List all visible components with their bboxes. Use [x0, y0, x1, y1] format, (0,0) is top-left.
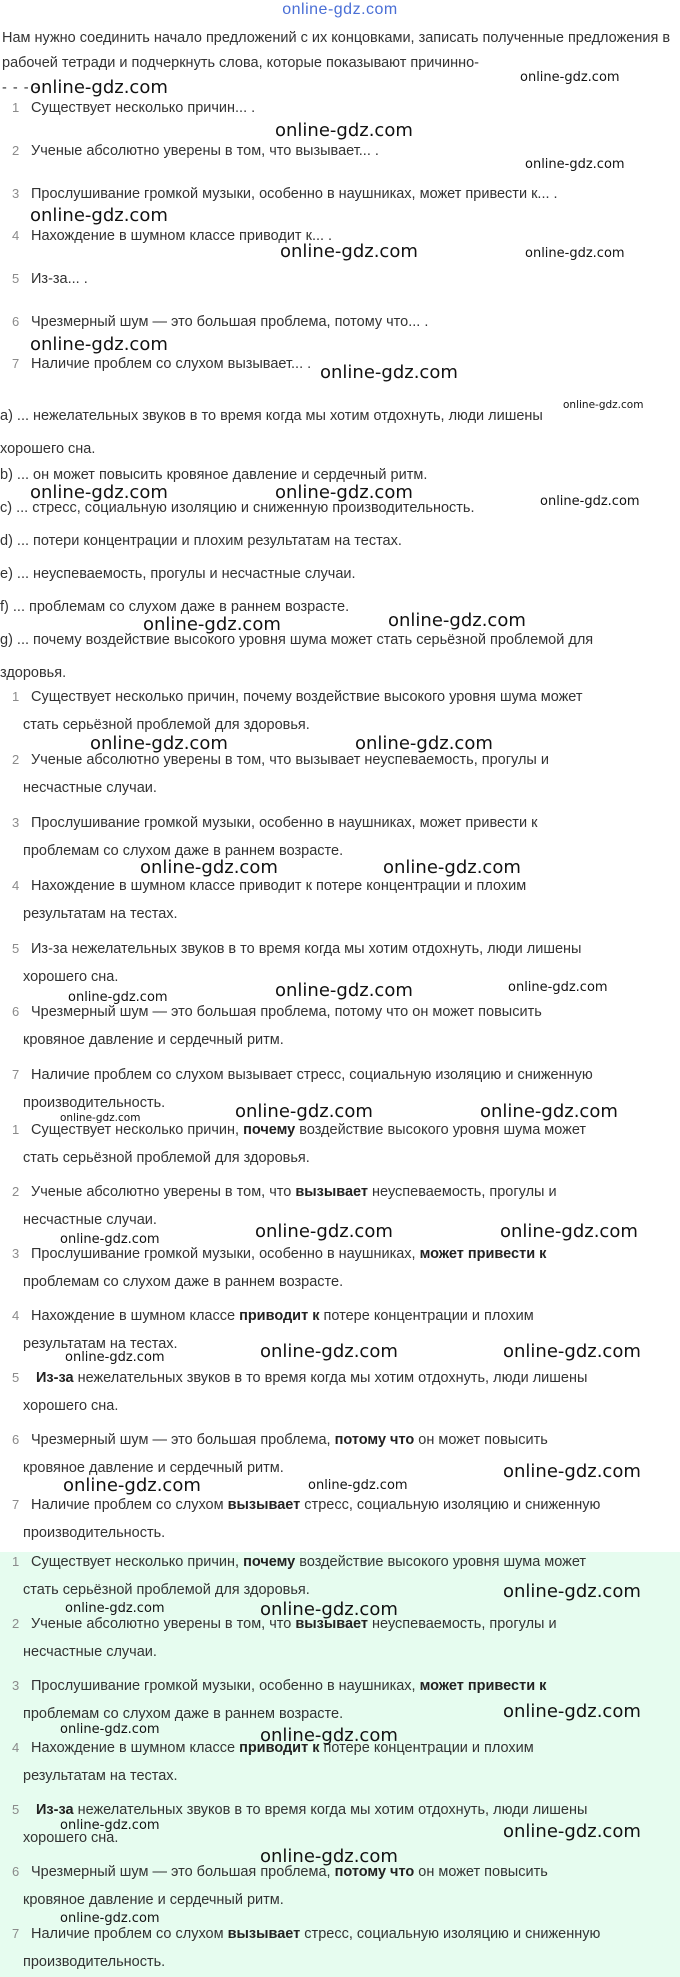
item-number: 3: [12, 186, 20, 201]
ending-b: b) ... он может повысить кровяное давление и сердечный ритм.: [0, 467, 428, 483]
item-text: Чрезмерный шум — это большая проблема, потому что... .: [31, 314, 429, 330]
item-line1: [31, 1302, 534, 1330]
watermark: online-gdz.com: [65, 1350, 165, 1365]
keyword: потому что: [334, 1864, 415, 1880]
keyword: вызывает: [295, 1616, 368, 1632]
watermark: online-gdz.com: [235, 1101, 373, 1122]
item-number: 6: [12, 1432, 20, 1447]
text-part: нежелательных звуков в то время когда мы хотим отдохнуть, люди лишены: [73, 1802, 588, 1818]
text-part: воздействие высокого уровня шума может: [295, 1554, 587, 1570]
item-line1: [31, 809, 537, 837]
item-number: 5: [12, 1370, 20, 1385]
text-part: Ученые абсолютно уверены в том, что: [31, 1184, 296, 1200]
text-part: Прослушивание громкой музыки, особенно в наушниках,: [31, 1246, 420, 1262]
watermark: online-gdz.com: [320, 362, 458, 383]
item-line1: [31, 1672, 546, 1700]
ending-f: f) ... проблемам со слухом даже в раннем возрасте.: [0, 599, 350, 615]
text-part: Чрезмерный шум — это большая проблема,: [31, 1864, 335, 1880]
text-part: потере концентрации и плохим: [319, 1308, 534, 1324]
item-line2: кровяное давление и сердечный ритм.: [23, 1460, 284, 1476]
watermark: online-gdz.com: [540, 494, 640, 509]
text-part: нежелательных звуков в то время когда мы хотим отдохнуть, люди лишены: [73, 1370, 588, 1386]
text-part: нежелательных звуков в то время когда мы хотим отдохнуть, люди лишены: [67, 941, 582, 957]
intro-text: Нам нужно соединить начало предложений с их концовками, записать полученные предложения в рабочей тетради и подчеркнуть слова, которые показывают причинно-: [2, 30, 671, 71]
item-line1: [31, 1061, 593, 1089]
item-line2: кровяное давление и сердечный ритм.: [23, 1892, 284, 1908]
keyword: приводит к: [239, 1740, 320, 1756]
item-number: 6: [12, 1864, 20, 1879]
item-number: 3: [12, 1678, 20, 1693]
item-line2: хорошего сна.: [23, 969, 119, 985]
watermark: online-gdz.com: [255, 1221, 393, 1242]
item-number: 2: [12, 1616, 20, 1631]
watermark: online-gdz.com: [503, 1581, 641, 1602]
item-line1: [31, 683, 583, 711]
watermark: online-gdz.com: [60, 1911, 160, 1926]
item-number: 2: [12, 143, 20, 158]
watermark: online-gdz.com: [68, 990, 168, 1005]
text-part: Нахождение в шумном классе: [31, 878, 240, 894]
watermark: online-gdz.com: [60, 1818, 160, 1833]
item-number: 5: [12, 1802, 20, 1817]
watermark: online-gdz.com: [503, 1461, 641, 1482]
watermark: online-gdz.com: [503, 1341, 641, 1362]
item-number: 4: [12, 878, 20, 893]
item-number: 2: [12, 1184, 20, 1199]
text-part: потере концентрации и плохим: [319, 1740, 534, 1756]
item-line2: проблемам со слухом даже в раннем возрасте.: [23, 843, 344, 859]
item-number: 5: [12, 941, 20, 956]
item-number: 1: [12, 1554, 20, 1569]
watermark: online-gdz.com: [308, 1478, 408, 1493]
text-part: Прослушивание громкой музыки, особенно в наушниках,: [31, 815, 420, 831]
keyword: приводит к: [239, 1308, 320, 1324]
item-line1: [31, 935, 581, 963]
item-line2: несчастные случаи.: [23, 780, 157, 796]
keyword: Из-за: [36, 1802, 74, 1818]
keyword: вызывает: [227, 1497, 301, 1513]
keyword: может привести к: [419, 1246, 547, 1262]
item-line2: хорошего сна.: [23, 1398, 119, 1414]
item-line2: проблемам со слухом даже в раннем возрасте.: [23, 1706, 344, 1722]
watermark: online-gdz.com: [60, 1112, 141, 1124]
item-line2: производительность.: [23, 1954, 166, 1970]
watermark: online-gdz.com: [60, 1722, 160, 1737]
item-number: 2: [12, 752, 20, 767]
text-part: Существует несколько причин,: [31, 1122, 244, 1138]
watermark: online-gdz.com: [65, 1601, 165, 1616]
text-part: он может повысить: [414, 1864, 548, 1880]
item-line2: производительность.: [23, 1095, 166, 1111]
ending-d: d) ... потери концентрации и плохим результатам на тестах.: [0, 533, 402, 549]
keyword: потому что: [334, 1432, 415, 1448]
text-part: Существует несколько причин,: [31, 1554, 244, 1570]
watermark: online-gdz.com: [30, 77, 168, 98]
text-part: Нахождение в шумном классе: [31, 1308, 240, 1324]
item-number: 3: [12, 1246, 20, 1261]
watermark: online-gdz.com: [525, 246, 625, 261]
text-part: Наличие проблем со слухом: [31, 1926, 228, 1942]
watermark: online-gdz.com: [260, 1846, 398, 1867]
item-text: Прослушивание громкой музыки, особенно в наушниках, может привести к... .: [31, 186, 558, 202]
text-part: Наличие проблем со слухом: [31, 1497, 228, 1513]
text-part: он может повысить: [408, 1004, 542, 1020]
text-part: потере концентрации и плохим: [311, 878, 527, 894]
text-part: неуспеваемость, прогулы и: [368, 1616, 557, 1632]
item-line2: стать серьёзной проблемой для здоровья.: [23, 717, 310, 733]
item-line1: [31, 1548, 586, 1576]
item-number: 4: [12, 1740, 20, 1755]
item-line2: кровяное давление и сердечный ритм.: [23, 1032, 284, 1048]
text-part: Чрезмерный шум — это большая проблема,: [31, 1432, 335, 1448]
item-line2: проблемам со слухом даже в раннем возрасте.: [23, 1274, 344, 1290]
watermark: online-gdz.com: [355, 733, 493, 754]
watermark: online-gdz.com: [508, 980, 608, 995]
watermark: online-gdz.com: [480, 1101, 618, 1122]
watermark: online-gdz.com: [260, 1725, 398, 1746]
watermark: online-gdz.com: [30, 205, 168, 226]
text-part: Чрезмерный шум — это большая проблема,: [31, 1004, 335, 1020]
ending-text: a) ... нежелательных звуков в то время когда мы хотим отдохнуть, люди лишены: [0, 408, 543, 424]
text-part: Ученые абсолютно уверены в том, что: [31, 752, 296, 768]
item-text: Ученые абсолютно уверены в том, что вызывает... .: [31, 143, 379, 159]
text-part: неуспеваемость, прогулы и: [368, 1184, 557, 1200]
watermark: online-gdz.com: [275, 120, 413, 141]
watermark: online-gdz.com: [30, 482, 168, 503]
ending-text: g) ... почему воздействие высокого уровня шума может стать серьёзной проблемой для: [0, 632, 594, 648]
keyword: Из-за: [36, 1370, 74, 1386]
item-line2: производительность.: [23, 1525, 166, 1541]
watermark: online-gdz.com: [563, 399, 644, 411]
watermark: online-gdz.com: [383, 857, 521, 878]
text-part: вызывает: [227, 1067, 293, 1083]
text-part: приводит к: [239, 878, 312, 894]
ending-e: e) ... неуспеваемость, прогулы и несчастные случаи.: [0, 566, 356, 582]
item-line1: [31, 1426, 548, 1454]
watermark: online-gdz.com: [525, 157, 625, 172]
item-number: 6: [12, 1004, 20, 1019]
keyword: вызывает: [295, 1184, 368, 1200]
item-number: 7: [12, 1497, 20, 1512]
watermark: online-gdz.com: [90, 733, 228, 754]
watermark: online-gdz.com: [63, 1475, 201, 1496]
site-title[interactable]: online-gdz.com: [282, 1, 398, 18]
text-part: стресс, социальную изоляцию и сниженную: [292, 1067, 593, 1083]
text-part: Ученые абсолютно уверены в том, что: [31, 1616, 296, 1632]
item-line1: [31, 1178, 557, 1206]
text-part: он может повысить: [414, 1432, 548, 1448]
item-number: 1: [12, 689, 20, 704]
item-line2: несчастные случаи.: [23, 1644, 157, 1660]
item-line2: хорошего сна.: [23, 1830, 119, 1846]
text-part: Нахождение в шумном классе: [31, 1740, 240, 1756]
item-number: 1: [12, 1122, 20, 1137]
watermark: online-gdz.com: [30, 334, 168, 355]
text-part: Прослушивание громкой музыки, особенно в наушниках,: [31, 1678, 420, 1694]
keyword: вызывает: [227, 1926, 301, 1942]
item-line2: несчастные случаи.: [23, 1212, 157, 1228]
text-part: Существует несколько причин,: [31, 689, 244, 705]
watermark: online-gdz.com: [260, 1599, 398, 1620]
item-number: 7: [12, 1067, 20, 1082]
watermark: online-gdz.com: [140, 857, 278, 878]
text-part: стресс, социальную изоляцию и сниженную: [300, 1926, 601, 1942]
item-number: 1: [12, 100, 20, 115]
watermark: online-gdz.com: [143, 614, 281, 635]
intro-dashes: - - - -: [2, 80, 41, 96]
item-line2: стать серьёзной проблемой для здоровья.: [23, 1582, 310, 1598]
ending-text-line2: хорошего сна.: [0, 441, 96, 457]
text-part: воздействие высокого уровня шума может: [295, 1122, 587, 1138]
item-number: 4: [12, 228, 20, 243]
watermark: online-gdz.com: [503, 1701, 641, 1722]
ending-g: [0, 624, 672, 681]
item-text: Наличие проблем со слухом вызывает... .: [31, 356, 312, 372]
watermark: online-gdz.com: [275, 482, 413, 503]
watermark: online-gdz.com: [260, 1341, 398, 1362]
watermark: online-gdz.com: [500, 1221, 638, 1242]
keyword: почему: [243, 1122, 296, 1138]
text-part: неуспеваемость, прогулы и: [360, 752, 549, 768]
item-line2: результатам на тестах.: [23, 906, 178, 922]
watermark: online-gdz.com: [520, 70, 620, 85]
watermark: online-gdz.com: [280, 241, 418, 262]
text-part: Из-за: [31, 941, 68, 957]
item-line2: результатам на тестах.: [23, 1768, 178, 1784]
watermark: online-gdz.com: [388, 610, 526, 631]
text-part: воздействие высокого уровня шума может: [291, 689, 583, 705]
item-line1: [36, 1364, 587, 1392]
text-part: стресс, социальную изоляцию и сниженную: [300, 1497, 601, 1513]
ending-text-line2: здоровья.: [0, 665, 67, 681]
item-number: 7: [12, 356, 20, 371]
text-part: почему: [243, 689, 292, 705]
keyword: может привести к: [419, 1678, 547, 1694]
ending-c: c) ... стресс, социальную изоляцию и сниженную производительность.: [0, 500, 475, 516]
text-part: вызывает: [295, 752, 361, 768]
item-number: 4: [12, 1308, 20, 1323]
item-number: 7: [12, 1926, 20, 1941]
text-part: может привести к: [419, 815, 538, 831]
item-number: 3: [12, 815, 20, 830]
keyword: почему: [243, 1554, 296, 1570]
item-number: 5: [12, 271, 20, 286]
item-number: 6: [12, 314, 20, 329]
text-part: потому что: [334, 1004, 409, 1020]
item-text: Нахождение в шумном классе приводит к... .: [31, 228, 333, 244]
item-line2: стать серьёзной проблемой для здоровья.: [23, 1150, 310, 1166]
item-text: Из-за... .: [31, 271, 88, 287]
watermark: online-gdz.com: [503, 1821, 641, 1842]
text-part: Наличие проблем со слухом: [31, 1067, 228, 1083]
watermark: online-gdz.com: [60, 1232, 160, 1247]
item-line2: результатам на тестах.: [23, 1336, 178, 1352]
item-text: Существует несколько причин... .: [31, 100, 256, 116]
watermark: online-gdz.com: [275, 980, 413, 1001]
